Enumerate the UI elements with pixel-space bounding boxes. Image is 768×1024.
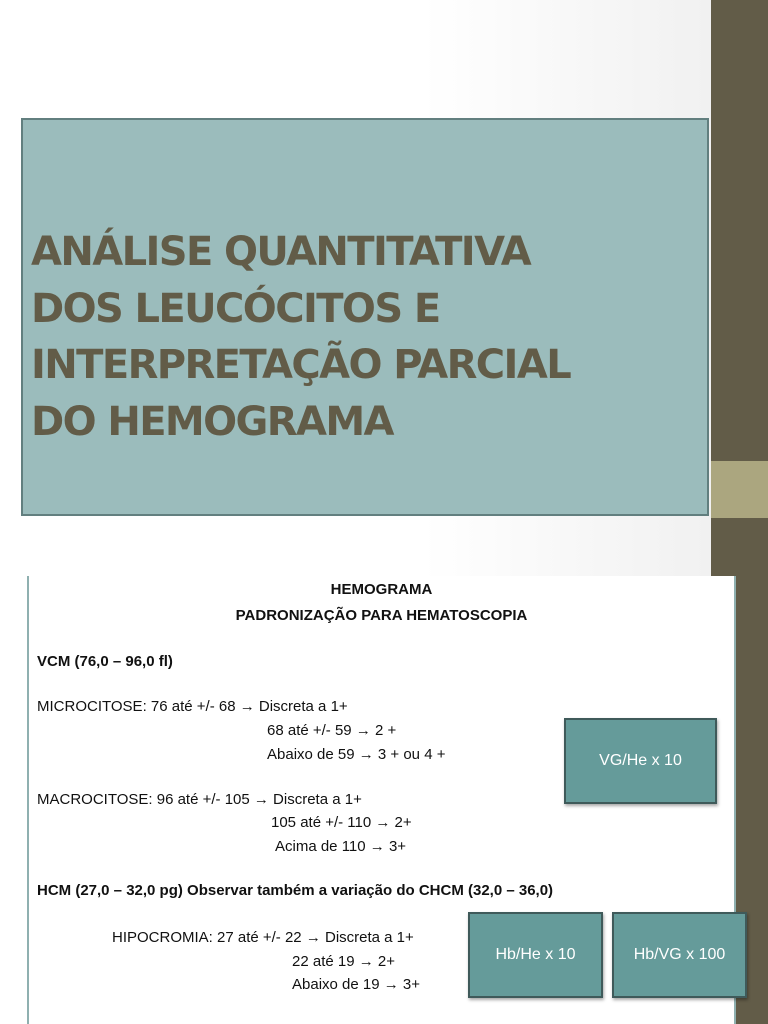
hcm-label: HCM (27,0 – 32,0 pg) Observar também a variação do CHCM (32,0 – 36,0) (37, 882, 554, 899)
title-line-4: DO HEMOGRAMA (31, 398, 393, 445)
microcitose-line-2: 68 até +/- 59 → 2 + (267, 722, 397, 739)
macrocitose-line-2: 105 até +/- 110 → 2+ (271, 814, 412, 831)
chcm-formula-box (612, 912, 747, 998)
hcm-formula-box (468, 912, 603, 998)
title-line-3: INTERPRETAÇÃO PARCIAL (31, 342, 571, 388)
slide-title (31, 224, 701, 450)
title-box (21, 118, 709, 516)
vcm-formula-box (564, 718, 717, 804)
hipocromia-line-2: 22 até 19 → 2+ (292, 953, 395, 970)
hcm-formula-label: Hb/He x 10 (495, 946, 576, 963)
hipocromia-line-3: Abaixo de 19 → 3+ (292, 976, 421, 993)
macrocitose-line-3: Acima de 110 → 3+ (275, 838, 407, 855)
hipocromia-line-1: HIPOCROMIA: 27 até +/- 22 → Discreta a 1+ (112, 929, 414, 946)
vcm-label: VCM (76,0 – 96,0 fl) (37, 653, 173, 670)
chcm-formula-label: Hb/VG x 100 (633, 946, 726, 963)
title-line-1: ANÁLISE QUANTITATIVA (31, 229, 531, 275)
microcitose-line-1: MICROCITOSE: 76 até +/- 68 → Discreta a 1+ (37, 698, 348, 715)
title-line-2: DOS LEUCÓCITOS E (31, 285, 440, 332)
macrocitose-line-1: MACROCITOSE: 96 até +/- 105 → Discreta a 1+ (37, 791, 362, 808)
microcitose-line-3: Abaixo de 59 → 3 + ou 4 + (267, 746, 446, 763)
content-heading: HEMOGRAMA (330, 581, 433, 598)
content-subheading: PADRONIZAÇÃO PARA HEMATOSCOPIA (235, 607, 528, 624)
vcm-formula-label: VG/He x 10 (599, 752, 682, 769)
side-accent-square (711, 461, 768, 518)
